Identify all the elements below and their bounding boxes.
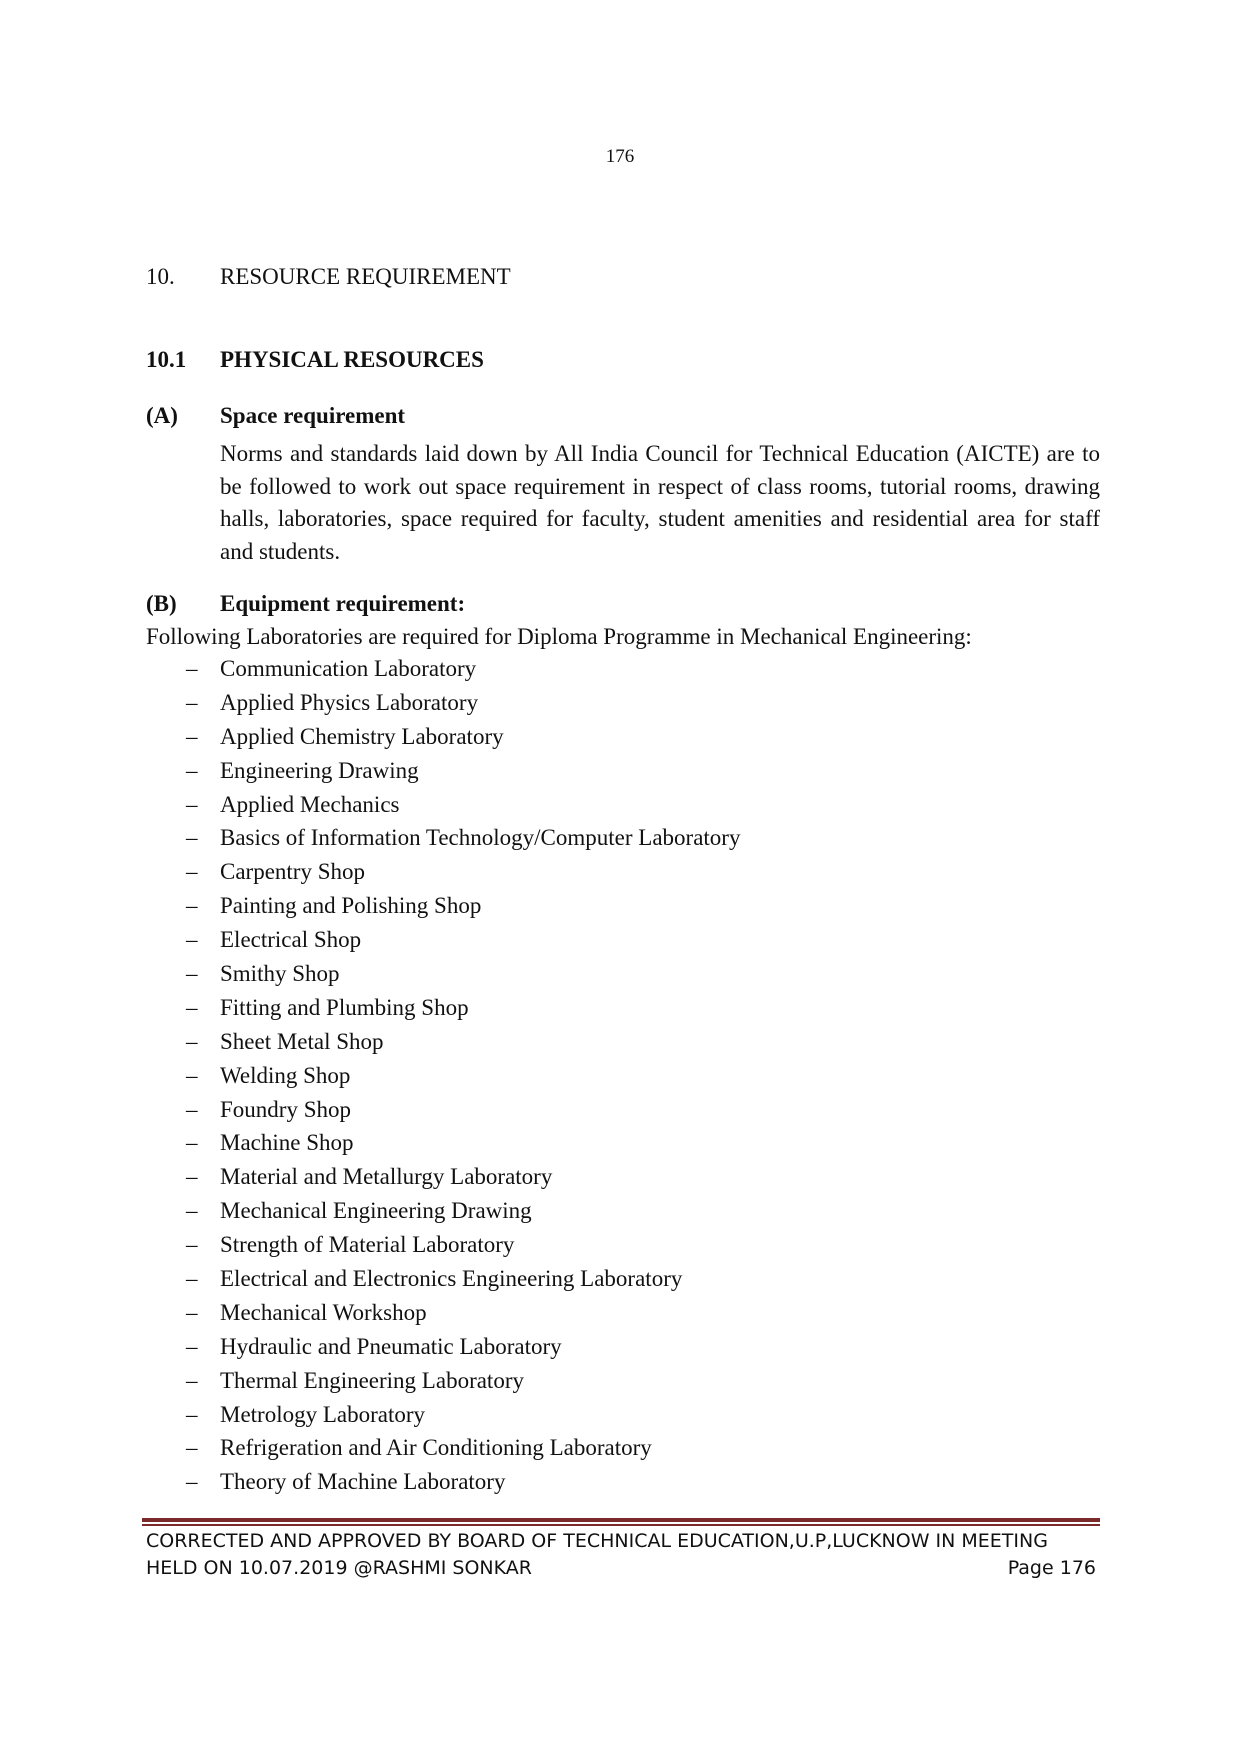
dash-bullet: – [186,791,198,817]
dash-bullet: – [186,689,198,715]
lab-name: Communication Laboratory [220,656,477,681]
dash-bullet: – [186,1266,198,1292]
list-item [186,1431,740,1465]
lab-name: Theory of Machine Laboratory [220,1469,506,1495]
list-item [186,1093,740,1127]
section-heading [146,264,511,290]
list-item [186,788,740,822]
list-item [186,855,740,889]
dash-bullet: – [186,1435,198,1461]
lab-name: Painting and Polishing Shop [220,893,482,919]
space-title: Space requirement [220,403,406,428]
footer-meeting-text: HELD ON 10.07.2019 @RASHMI SONKAR [146,1557,532,1579]
dash-bullet: – [186,1232,198,1258]
lab-name: Metrology Laboratory [220,1401,426,1427]
footer-page-number: Page 176 [1007,1557,1096,1579]
list-item [186,1160,740,1194]
dash-bullet: – [186,1062,198,1088]
lab-name: Mechanical Workshop [220,1299,427,1325]
lab-name: Thermal Engineering Laboratory [220,1367,524,1393]
dash-bullet: – [186,656,198,681]
lab-name: Sheet Metal Shop [220,1028,384,1054]
list-item [186,1059,740,1093]
section-number: 10. [146,264,175,289]
lab-name: Fitting and Plumbing Shop [220,994,469,1020]
space-requirement-heading [146,403,405,429]
equipment-label: (B) [146,591,177,616]
dash-bullet: – [186,1096,198,1122]
dash-bullet: – [186,994,198,1020]
dash-bullet: – [186,1469,198,1495]
dash-bullet: – [186,825,198,851]
subsection-title: PHYSICAL RESOURCES [220,347,484,372]
list-item [186,686,740,720]
lab-name: Applied Physics Laboratory [220,689,479,715]
list-item [186,1364,740,1398]
lab-name: Engineering Drawing [220,757,419,783]
footer-meeting-line [146,1557,1096,1579]
list-item [186,923,740,957]
subsection-heading [146,347,484,373]
list-item [186,1296,740,1330]
dash-bullet: – [186,961,198,987]
dash-bullet: – [186,1028,198,1054]
equipment-requirement-heading [146,591,465,617]
list-item [186,652,740,686]
dash-bullet: – [186,859,198,885]
subsection-number: 10.1 [146,347,187,372]
lab-name: Mechanical Engineering Drawing [220,1198,532,1224]
laboratory-list [186,652,740,1499]
lab-name: Foundry Shop [220,1096,351,1122]
dash-bullet: – [186,1333,198,1359]
list-item [186,1228,740,1262]
list-item [186,957,740,991]
list-item [186,1126,740,1160]
lab-name: Basics of Information Technology/Computer Laboratory [220,825,741,851]
space-requirement-paragraph: Norms and standards laid down by All India Council for Technical Education (AICTE) are to be followed to work out space requirement in respect of class rooms, tutorial rooms, drawing halls, laboratories, space required for faculty, student amenities and residential area for staff and students. [220,441,1100,564]
equipment-intro: Following Laboratories are required for Diploma Programme in Mechanical Engineering: [146,624,972,649]
footer-rule [142,1518,1100,1522]
dash-bullet: – [186,757,198,783]
list-item [186,1025,740,1059]
list-item [186,720,740,754]
equipment-title: Equipment requirement: [220,591,466,616]
list-item [186,889,740,923]
lab-name: Refrigeration and Air Conditioning Laboratory [220,1435,652,1461]
list-item [186,821,740,855]
lab-name: Smithy Shop [220,961,340,987]
lab-name: Electrical Shop [220,927,362,953]
dash-bullet: – [186,1164,198,1190]
list-item [186,1465,740,1499]
lab-name: Carpentry Shop [220,859,366,885]
lab-name: Material and Metallurgy Laboratory [220,1164,553,1190]
lab-name: Applied Chemistry Laboratory [220,723,504,749]
list-item [186,754,740,788]
list-item [186,1330,740,1364]
page-number: 176 [605,146,635,167]
dash-bullet: – [186,1299,198,1325]
space-label: (A) [146,403,178,428]
lab-name: Welding Shop [220,1062,351,1088]
list-item [186,1262,740,1296]
lab-name: Hydraulic and Pneumatic Laboratory [220,1333,562,1359]
dash-bullet: – [186,893,198,919]
dash-bullet: – [186,1130,198,1156]
dash-bullet: – [186,927,198,953]
dash-bullet: – [186,723,198,749]
lab-name: Applied Mechanics [220,791,400,817]
footer-rule-thin [142,1524,1100,1526]
footer-approval-line: CORRECTED AND APPROVED BY BOARD OF TECHNICAL EDUCATION,U.P,LUCKNOW IN MEETING [146,1530,1048,1552]
list-item [186,1398,740,1432]
lab-name: Strength of Material Laboratory [220,1232,515,1258]
dash-bullet: – [186,1401,198,1427]
list-item [186,1194,740,1228]
lab-name: Machine Shop [220,1130,354,1156]
list-item [186,991,740,1025]
section-title: RESOURCE REQUIREMENT [220,264,511,289]
dash-bullet: – [186,1198,198,1224]
lab-name: Electrical and Electronics Engineering Laboratory [220,1266,683,1292]
dash-bullet: – [186,1367,198,1393]
